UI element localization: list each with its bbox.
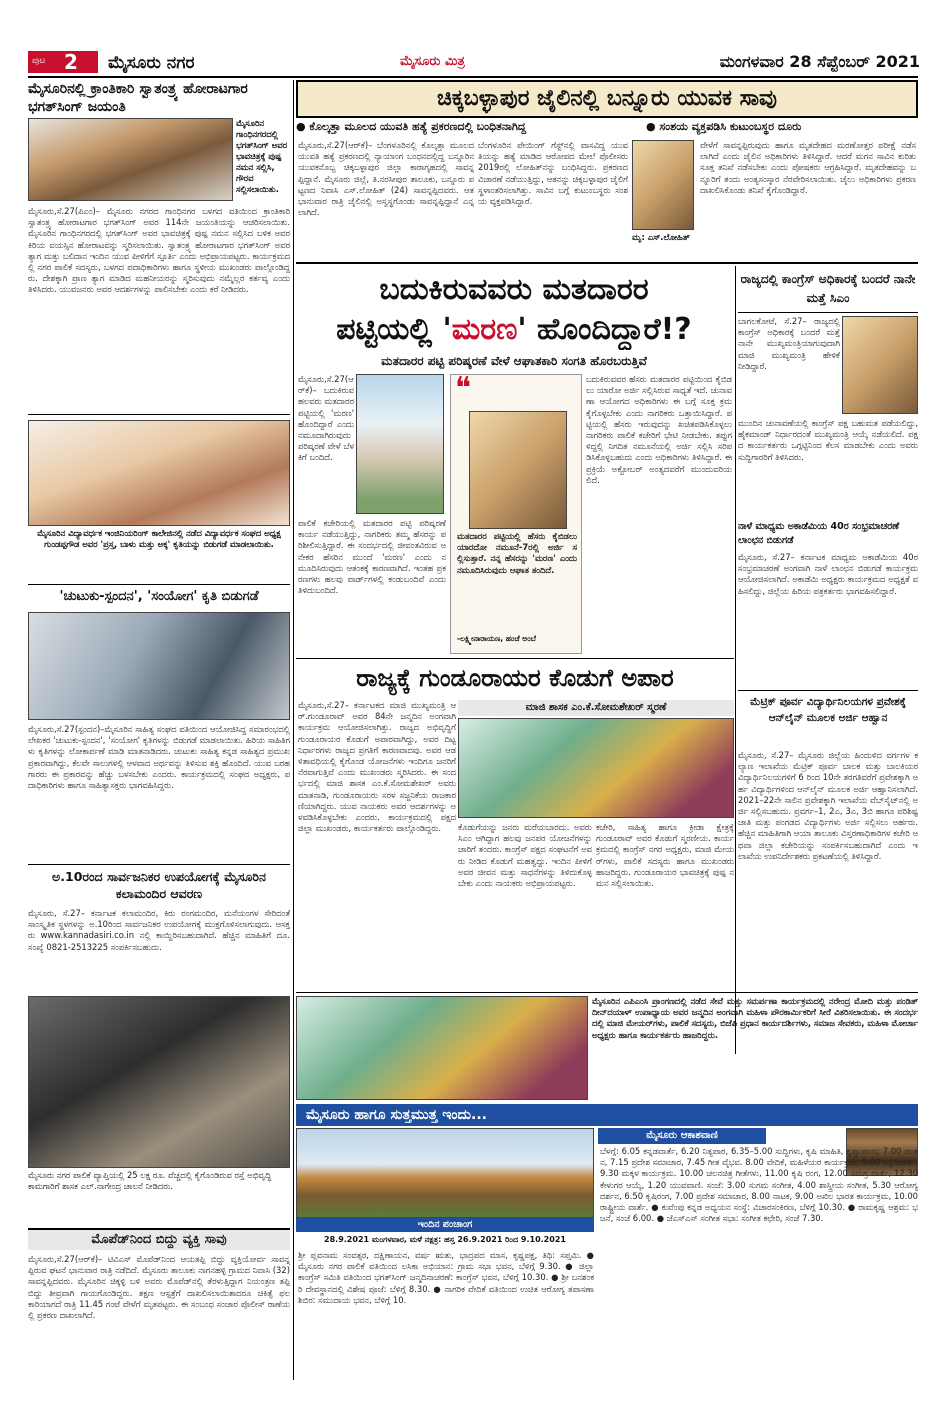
kalamandira-body: ಮೈಸೂರು, ಸೆ.27– ಕರ್ನಾಟಕ ಕಲಾಮಂದಿರ, ಕಿರು ರಂಗಮಂದಿರ, ಮನೆಯಂಗಳ ಸೇರಿದಂತೆ ಸಾಂಸ್ಕೃತಿಕ ಸ್ಥಳಗಳನ್ನು ಅ.10ರಿಂದ ಸಾರ್ವಜನಿಕರ ಉಪಯೋಗಕ್ಕೆ ಮುಕ್ತಗೊಳಿಸಲಾಗುವುದು. ಆಸಕ್ತರು www.kannadasiri.co.in ನಲ್ಲಿ ಕಾಯ್ದಿರಿಸಬಹುದಾಗಿದೆ. ಹೆಚ್ಚಿನ ಮಾಹಿತಿಗೆ ದೂ. ಸಂಖ್ಯೆ 0821-2513225 ಸಂಪರ್ಕಿಸಬಹುದು. xyxy=(28,908,290,952)
gunduraya-photo-label: ಮಾಜಿ ಶಾಸಕ ಎಂ.ಕೆ.ಸೋಮಶೇಖರ್ ಸ್ಮರಣೆ xyxy=(525,702,667,713)
lead-photo xyxy=(632,140,694,230)
panchanga-label-bar xyxy=(296,1218,594,1232)
voters-body-col1: ಮೈಸೂರು,ಸೆ.27(ಆರ್‌ಕೆ)– ಬದುಕಿರುವ ಹಲವರು ಮತದಾರರ ಪಟ್ಟಿಯಲ್ಲಿ 'ಮರಣ' ಹೊಂದಿದ್ದಾರೆ ಎಂದು ನಮೂದಾಗಿರುವುದು ಪರಿಷ್ಕರಣೆ ವೇಳೆ ಬೆಳಕಿಗೆ ಬಂದಿದೆ. xyxy=(298,374,354,463)
page-number-badge xyxy=(28,51,98,73)
panchanga-body: ಶ್ರೀ ಪ್ಲವನಾಮ ಸಂವತ್ಸರ, ದಕ್ಷಿಣಾಯನ, ವರ್ಷ ಋತು, ಭಾದ್ರಪದ ಮಾಸ, ಕೃಷ್ಣಪಕ್ಷ, ತಿಥಿ: ಸಪ್ತಮಿ. ● ಮೈಸೂರು ನಗರ ಪಾಲಿಕೆ ವತಿಯಿಂದ ಲಸಿಕಾ ಅಭಿಯಾನ: ಗ್ರಾಮ ಸಭಾ ಭವನ, ಬೆಳಿಗ್ಗೆ 9.30. ● ಜಿಲ್ಲಾ ಕಾಂಗ್ರೆಸ್ ಸಮಿತಿ ವತಿಯಿಂದ ಭಗತ್‌ಸಿಂಗ್ ಜನ್ಮದಿನಾಚರಣೆ: ಕಾಂಗ್ರೆಸ್ ಭವನ, ಬೆಳಿಗ್ಗೆ 10.30. ● ಶ್ರೀ ಬನಶಂಕರಿ ದೇವಸ್ಥಾನದಲ್ಲಿ ವಿಶೇಷ ಪೂಜೆ: ಬೆಳಿಗ್ಗೆ 8.30. ● ನಾಗರಿಕ ವೇದಿಕೆ ವತಿಯಿಂದ ಉಚಿತ ಆರೋಗ್ಯ ತಪಾಸಣಾ ಶಿಬಿರ: ಸಮುದಾಯ ಭವನ, ಬೆಳಿಗ್ಗೆ 10. xyxy=(298,1250,594,1305)
voters-headline-2a: ಪಟ್ಟಿಯಲ್ಲಿ ' xyxy=(336,312,452,347)
akashavani-title: ಮೈಸೂರು ಆಕಾಶವಾಣಿ xyxy=(646,1130,718,1141)
congress-body-1: ಬಾಗಲಕೋಟೆ, ಸೆ.27– ರಾಜ್ಯದಲ್ಲಿ ಕಾಂಗ್ರೆಸ್ ಅಧಿಕಾರಕ್ಕೆ ಬಂದರೆ ಮತ್ತೆ ನಾನೇ ಮುಖ್ಯಮಂತ್ರಿಯಾಗುವುದಾಗಿ ಮಾಜಿ ಮುಖ್ಯಮಂತ್ರಿ ಹೇಳಿಕೆ ನೀಡಿದ್ದಾರೆ. xyxy=(738,316,840,371)
voters-body-col2: ಪಾಲಿಕೆ ಕಚೇರಿಯಲ್ಲಿ ಮತದಾರರ ಪಟ್ಟಿ ಪರಿಷ್ಕರಣೆ ಕಾರ್ಯ ನಡೆಯುತ್ತಿದ್ದು, ನಾಗರಿಕರು ತಮ್ಮ ಹೆಸರನ್ನು ಪರಿಶೀಲಿಸುತ್ತಿದ್ದಾರೆ. ಈ ಸಂದರ್ಭದಲ್ಲಿ ಜೀವಂತವಿರುವ ಅನೇಕರ ಹೆಸರಿನ ಮುಂದೆ 'ಮರಣ' ಎಂದು ನಮೂದಿಸಿರುವುದು ಆತಂಕಕ್ಕೆ ಕಾರಣವಾಗಿದೆ. ಇಂತಹ ಪ್ರಕರಣಗಳು ಹಲವು ವಾರ್ಡ್‌ಗಳಲ್ಲಿ ಕಂಡುಬಂದಿವೆ ಎಂದು ತಿಳಿದುಬಂದಿದೆ. xyxy=(298,518,446,596)
akashavani-title-bar xyxy=(598,1128,766,1144)
kalamandira-headline: ಅ.10ರಂದ ಸಾರ್ವಜನಿಕರ ಉಪಯೋಗಕ್ಕೆ ಮೈಸೂರಿನ ಕಲಾಮಂದಿರ ಆವರಣ xyxy=(52,869,266,901)
gunduraya-photo xyxy=(458,718,734,818)
chutuku-body: ಮೈಸೂರು,ಸೆ.27(ಸ್ಪಂದನ)–ಮೈಸೂರಿನ ಸಾಹಿತ್ಯ ಸಂಘದ ವತಿಯಿಂದ ಆಯೋಜಿಸಿದ್ದ ಸಮಾರಂಭದಲ್ಲಿ ಲೇಖಕರ 'ಚುಟುಕು-ಸ್ಪಂದನ', 'ಸಂಯೋಗ' ಕೃತಿಗಳನ್ನು ಬಿಡುಗಡೆ ಮಾಡಲಾಯಿತು. ಹಿರಿಯ ಸಾಹಿತಿಗಳು ಕೃತಿಗಳನ್ನು ಲೋಕಾರ್ಪಣೆ ಮಾಡಿ ಮಾತನಾಡಿದರು. ಚುಟುಕು ಸಾಹಿತ್ಯ ಕನ್ನಡ ಸಾಹಿತ್ಯದ ಪ್ರಮುಖ ಪ್ರಕಾರವಾಗಿದ್ದು, ಕೆಲವೇ ಸಾಲುಗಳಲ್ಲಿ ಆಳವಾದ ಅರ್ಥವನ್ನು ತಿಳಿಸುವ ಶಕ್ತಿ ಹೊಂದಿದೆ. ಯುವ ಬರಹಗಾರರು ಈ ಪ್ರಕಾರವನ್ನು ಹೆಚ್ಚು ಬಳಸಬೇಕು ಎಂದರು. ಕಾರ್ಯಕ್ರಮದಲ್ಲಿ ಸಂಘದ ಅಧ್ಯಕ್ಷರು, ಪದಾಧಿಕಾರಿಗಳು ಹಾಗೂ ಸಾಹಿತ್ಯಾಸಕ್ತರು ಭಾಗವಹಿಸಿದ್ದರು. xyxy=(28,724,290,791)
lead-subheads xyxy=(296,120,918,136)
issue-date: ಮಂಗಳವಾರ 28 ಸೆಪ್ಟೆಂಬರ್ 2021 xyxy=(719,52,920,71)
voters-headline-2c: ' ಹೊಂದಿದ್ದಾರೆ!? xyxy=(517,312,692,347)
masthead: ಮೈಸೂರು ಮಿತ್ರ xyxy=(400,54,465,69)
moped-headline: ಮೊಪೆಡ್‌ನಿಂದ ಬಿದ್ದು ವ್ಯಕ್ತಿ ಸಾವು xyxy=(91,1232,227,1247)
bhagat-side-caption: ಮೈಸೂರಿನ ಗಾಂಧಿನಗರದಲ್ಲಿ ಭಗತ್‌ಸಿಂಗ್ ಅವರ ಭಾವಚಿತ್ರಕ್ಕೆ ಪುಷ್ಪ ನಮನ ಸಲ್ಲಿಸಿ, ಗೌರವ ಸಲ್ಲಿಸಲಾಯಿತು. xyxy=(236,118,288,194)
sangeetha-caption: ಮೈಸೂರಿನ ವಿದ್ಯಾವರ್ಧಕ ಇಂಜಿನಿಯರಿಂಗ್ ಕಾಲೇಜಿನಲ್ಲಿ ನಡೆದ ವಿದ್ಯಾವರ್ಧಕ ಸಂಘದ ಅಧ್ಯಕ್ಷ ಗುಂಡಪ್ಪಗೌಡ ಅವರ 'ಪ್ರಸ್ತ, ಬಾಳು ಮತ್ತು ಅಕ್ಕ' ಕೃತಿಯನ್ನು ಬಿಡುಗಡೆ ಮಾಡಲಾಯಿತು. xyxy=(37,528,281,549)
akashavani-body: ಬೆಳಗ್ಗೆ: 6.05 ಕನ್ನಡವಾರ್ತೆ, 6.20 ನಿತ್ಯಪಾಠ, 6.35–5.00 ಸುದ್ದಿಗಳು, ಕೃಷಿ ಮಾಹಿತಿ, ಕೃಷ್ಣಾರ್ಪಣ; 7.00 ಚಿಂತನ, 7.15 ಪ್ರದೇಶ ಸಮಾಚಾರ, 7.45 ಗೀತ ವೈಭವ. 8.00 ವೇದಿಕೆ, ಮಹಿಳೆಯರ ಕಾರ್ಯಕ್ರಮ, 9.00 ಕನ್ನಡವಾರ್ತೆ, 9.30 ಮಕ್ಕಳ ಕಾರ್ಯಕ್ರಮ. 10.00 ಚಲನಚಿತ್ರ ಗೀತೆಗಳು, 11.00 ಕೃಷಿ ರಂಗ, 12.00 ಸಮಗ್ರ ವಾರ್ತೆ, 12.30 ಕೇಳುಗರ ಆಯ್ಕೆ, 1.20 ಯುವವಾಣಿ. ಸಂಜೆ: 3.00 ಸುಗಮ ಸಂಗೀತ, 4.00 ಶಾಸ್ತ್ರೀಯ ಸಂಗೀತ, 5.30 ಆರೋಗ್ಯ ದರ್ಶನ, 6.50 ಕೃಷಿರಂಗ, 7.00 ಪ್ರದೇಶ ಸಮಾಚಾರ, 8.00 ನಾಟಕ, 9.00 ಅಖಿಲ ಭಾರತ ಕಾರ್ಯಕ್ರಮ, 10.00 ರಾಷ್ಟ್ರೀಯ ವಾರ್ತೆ. ● ಕುವೆಂಪು ಕನ್ನಡ ಅಧ್ಯಯನ ಸಂಸ್ಥೆ: ವಿಚಾರಸಂಕಿರಣ, ಬೆಳಿಗ್ಗೆ 10.30. ● ರಾಮಕೃಷ್ಣ ಆಶ್ರಮ: ಭಜನೆ, ಸಂಜೆ 6.00. ● ಜೆಎಸ್‌ಎಸ್ ಸಂಗೀತ ಸಭಾ: ಸಂಗೀತ ಕಛೇರಿ, ಸಂಜೆ 7.30. xyxy=(600,1146,918,1224)
left-divider-2 xyxy=(28,584,290,585)
voters-quote-photo xyxy=(469,411,567,529)
gunduraya-body-col1: ಮೈಸೂರು,ಸೆ.27– ಕರ್ನಾಟಕದ ಮಾಜಿ ಮುಖ್ಯಮಂತ್ರಿ ಆರ್.ಗುಂಡೂರಾವ್ ಅವರ 84ನೇ ಜನ್ಮದಿನ ಅಂಗವಾಗಿ ಕಾರ್ಯಕ್ರಮ ಆಯೋಜಿಸಲಾಗಿತ್ತು. ರಾಜ್ಯದ ಅಭಿವೃದ್ಧಿಗೆ ಗುಂಡೂರಾಯರ ಕೊಡುಗೆ ಅಪಾರವಾಗಿದ್ದು, ಅವರ ದಿಟ್ಟ ನಿರ್ಧಾರಗಳು ರಾಜ್ಯದ ಪ್ರಗತಿಗೆ ಕಾರಣವಾದವು. ಅವರ ಆಡಳಿತಾವಧಿಯಲ್ಲಿ ಕೈಗೊಂಡ ಯೋಜನೆಗಳು ಇಂದಿಗೂ ಜನರಿಗೆ ನೆರವಾಗುತ್ತಿವೆ ಎಂದು ಮುಖಂಡರು ಸ್ಮರಿಸಿದರು. ಈ ಸಂದರ್ಭದಲ್ಲಿ ಮಾಜಿ ಶಾಸಕ ಎಂ.ಕೆ.ಸೋಮಶೇಖರ್ ಅವರು ಮಾತನಾಡಿ, ಗುಂಡೂರಾಯರು ಸರಳ ಸಜ್ಜನಿಕೆಯ ರಾಜಕಾರಣಿಯಾಗಿದ್ದರು. ಯುವ ನಾಯಕರು ಅವರ ಆದರ್ಶಗಳನ್ನು ಅಳವಡಿಸಿಕೊಳ್ಳಬೇಕು ಎಂದರು. ಕಾರ್ಯಕ್ರಮದಲ್ಲಿ ಪಕ್ಷದ ಜಿಲ್ಲಾ ಮುಖಂಡರು, ಕಾರ್ಯಕರ್ತರು ಪಾಲ್ಗೊಂಡಿದ್ದರು. xyxy=(298,700,456,834)
photo-block-rule xyxy=(296,992,918,993)
header-rule xyxy=(28,76,918,78)
mysuru-today-banner-text: ಮೈಸೂರು ಹಾಗೂ ಸುತ್ತಮುತ್ತ ಇಂದು... xyxy=(306,1107,487,1123)
voters-quote: ಮತದಾರರ ಪಟ್ಟಿಯಲ್ಲಿ ಹೆಸರು ಕೈಬಿಡಲು ಯಾರದೋ ನಮೂನೆ-7ರಲ್ಲಿ ಅರ್ಜಿ ಸಲ್ಲಿಸುತ್ತಾರೆ. ನನ್ನ ಹೆಸರನ್ನು 'ಮರಣ' ಎಂದು ನಮೂದಿಸಿರುವುದು ಆಘಾತ ತಂದಿದೆ. xyxy=(457,531,577,575)
column-rule-right xyxy=(735,266,736,1054)
gunduraya-body-col2: ಕೊಡುಗೆಯನ್ನು ಜನರು ಮರೆಯಬಾರದು. ಅವರು ಸಿಎಂ ಆಗಿದ್ದಾಗ ಹಲವು ಜನಪರ ಯೋಜನೆಗಳನ್ನು ಜಾರಿಗೆ ತಂದರು. ಕಾಂಗ್ರೆಸ್ ಪಕ್ಷದ ಸಂಘಟನೆಗೆ ಅವರು ನೀಡಿದ ಕೊಡುಗೆ ಮಹತ್ವದ್ದು. ಇಂದಿನ ಪೀಳಿಗೆ ಅವರ ಜೀವನ ಮತ್ತು ಸಾಧನೆಗಳನ್ನು ತಿಳಿದುಕೊಳ್ಳಬೇಕು ಎಂದು ನಾಯಕರು ಅಭಿಪ್ರಾಯಪಟ್ಟರು. xyxy=(458,822,592,889)
lead-body-col1: ಮೈಸೂರು,ಸೆ.27(ಆರ್‌ಕೆ)– ಬೆಂಗಳೂರಿನಲ್ಲಿ ಕೊಲ್ಕತ್ತಾ ಮೂಲದ ಯುವತಿ ಹತ್ಯೆ ಪ್ರಕರಣದಲ್ಲಿ ನ್ಯಾಯಾಂಗ ಬಂಧನದಲ್ಲಿದ್ದ ಬನ್ನೂರಿನ ಯುವಕನೊಬ್ಬ ಚಿಕ್ಕಬಳ್ಳಾಪುರ ಜಿಲ್ಲಾ ಕಾರಾಗೃಹದಲ್ಲಿ ಸಾವನ್ನಪ್ಪಿದ್ದಾನೆ. ಮೈಸೂರು ಜಿಲ್ಲೆ, ತಿ.ನರಸೀಪುರ ತಾಲೂಕು, ಬನ್ನೂರು ಪಟ್ಟಣದ ನಿವಾಸಿ ಎಸ್.ಲೋಹಿತ್ (24) ಸಾವನ್ನಪ್ಪಿದವರು. ಆತ ಭಾನುವಾರ ರಾತ್ರಿ ಜೈಲಿನಲ್ಲಿ ಅಸ್ವಸ್ಥಗೊಂಡು ಸಾವನ್ನಪ್ಪಿದ್ದಾನೆ ಎನ್ನಲಾಗಿದೆ. xyxy=(298,140,474,218)
voters-headline-2 xyxy=(296,310,732,350)
gunduraya-top-rule xyxy=(296,658,734,659)
lead-bottom-rule xyxy=(296,262,918,264)
sangeetha-photo xyxy=(28,420,290,526)
road-photo xyxy=(28,996,290,1168)
congress-rule xyxy=(738,312,918,313)
page-number: 2 xyxy=(64,50,78,74)
voters-building-photo xyxy=(356,374,444,514)
left-divider-1 xyxy=(28,414,290,415)
event-photo xyxy=(296,996,588,1100)
gunduraya-body-col3: ಕಚೇರಿ, ಸಾಹಿತ್ಯ ಹಾಗೂ ಕ್ರೀಡಾ ಕ್ಷೇತ್ರಕ್ಕೆ ಗುಂಡೂರಾವ್ ಅವರ ಕೊಡುಗೆ ಸ್ಮರಣೀಯ. ಕಾರ್ಯಕ್ರಮದಲ್ಲಿ ಕಾಂಗ್ರೆಸ್ ನಗರ ಅಧ್ಯಕ್ಷರು, ಮಾಜಿ ಮೇಯರ್‌ಗಳು, ಪಾಲಿಕೆ ಸದಸ್ಯರು ಹಾಗೂ ಮುಖಂಡರು ಹಾಜರಿದ್ದರು. ಗುಂಡೂರಾಯರ ಭಾವಚಿತ್ರಕ್ಕೆ ಪುಷ್ಪ ನಮನ ಸಲ್ಲಿಸಲಾಯಿತು. xyxy=(596,822,734,889)
lead-sub-2: ● ಸಂಶಯ ವ್ಯಕ್ತಪಡಿಸಿ ಕುಟುಂಬಸ್ಥರ ದೂರು xyxy=(646,120,802,133)
panchanga-line: 28.9.2021 ಮಂಗಳವಾರ, ಮಳೆ ನಕ್ಷತ್ರ: ಹಸ್ತ 26.9.2021 ರಿಂದ 9.10.2021 xyxy=(324,1235,566,1244)
lead-body-col2: ಬೆಂಗಳೂರಿನ ಪೇಯಿಂಗ್ ಗೆಸ್ಟ್‌ನಲ್ಲಿ ವಾಸವಿದ್ದ ಯುವತಿಯನ್ನು ಹತ್ಯೆ ಮಾಡಿದ ಆರೋಪದ ಮೇಲೆ ಪೊಲೀಸರು 2019ರಲ್ಲಿ ಲೋಹಿತ್‌ನನ್ನು ಬಂಧಿಸಿದ್ದರು. ಪ್ರಕರಣದ ವಿಚಾರಣೆ ನಡೆಯುತ್ತಿದ್ದು, ಆತನನ್ನು ಚಿಕ್ಕಬಳ್ಳಾಪುರ ಜೈಲಿಗೆ ಸ್ಥಳಾಂತರಿಸಲಾಗಿತ್ತು. ಸಾವಿನ ಬಗ್ಗೆ ಕುಟುಂಬಸ್ಥರು ಸಂಶಯ ವ್ಯಕ್ತಪಡಿಸಿದ್ದಾರೆ. xyxy=(478,140,628,207)
moped-body: ಮೈಸೂರು,ಸೆ.27(ಆರ್‌ಕೆ)– ಟಿವಿಎಸ್ ಮೊಪೆಡ್‌ನಿಂದ ಆಯತಪ್ಪಿ ಬಿದ್ದು ವ್ಯಕ್ತಿಯೋರ್ವ ಸಾವನ್ನಪ್ಪಿರುವ ಘಟನೆ ಭಾನುವಾರ ರಾತ್ರಿ ನಡೆದಿದೆ. ಮೈಸೂರು ತಾಲೂಕು ನಾಗನಹಳ್ಳಿ ಗ್ರಾಮದ ನಿವಾಸಿ (32) ಸಾವನ್ನಪ್ಪಿದವರು. ಮೈಸೂರಿನ ಚಿಕ್ಕಳ್ಳಿ ಬಳಿ ಅವರು ಮೊಪೆಡ್‌ನಲ್ಲಿ ತೆರಳುತ್ತಿದ್ದಾಗ ನಿಯಂತ್ರಣ ತಪ್ಪಿ ಬಿದ್ದು ತೀವ್ರವಾಗಿ ಗಾಯಗೊಂಡಿದ್ದರು. ತಕ್ಷಣ ಆಸ್ಪತ್ರೆಗೆ ದಾಖಲಿಸಲಾಯಿತಾದರೂ ಚಿಕಿತ್ಸೆ ಫಲಕಾರಿಯಾಗದೆ ರಾತ್ರಿ 11.45 ಗಂಟೆ ವೇಳೆಗೆ ಮೃತಪಟ್ಟರು. ಈ ಸಂಬಂಧ ಸಂಚಾರ ಪೊಲೀಸ್ ಠಾಣೆಯಲ್ಲಿ ಪ್ರಕರಣ ದಾಖಲಾಗಿದೆ. xyxy=(28,1254,290,1321)
left-divider-3 xyxy=(28,864,290,865)
metric-rule xyxy=(738,690,918,691)
voters-body-col3: ಬದುಕಿರುವವರ ಹೆಸರು ಮತದಾರರ ಪಟ್ಟಿಯಿಂದ ಕೈಬಿಡಲು ಯಾರೋ ಅರ್ಜಿ ಸಲ್ಲಿಸಿರುವ ಸಾಧ್ಯತೆ ಇದೆ. ಚುನಾವಣಾ ಆಯೋಗದ ಅಧಿಕಾರಿಗಳು ಈ ಬಗ್ಗೆ ಸೂಕ್ತ ಕ್ರಮ ಕೈಗೊಳ್ಳಬೇಕು ಎಂದು ನಾಗರಿಕರು ಒತ್ತಾಯಿಸಿದ್ದಾರೆ. ಪಟ್ಟಿಯಲ್ಲಿ ಹೆಸರು ಇರುವುದನ್ನು ಖಚಿತಪಡಿಸಿಕೊಳ್ಳಲು ನಾಗರಿಕರು ಪಾಲಿಕೆ ಕಚೇರಿಗೆ ಭೇಟಿ ನೀಡಬೇಕು. ತಪ್ಪುಗಳಿದ್ದಲ್ಲಿ ನಿಗದಿತ ನಮೂನೆಯಲ್ಲಿ ಅರ್ಜಿ ಸಲ್ಲಿಸಿ ಸರಿಪಡಿಸಿಕೊಳ್ಳಬಹುದು ಎಂದು ಅಧಿಕಾರಿಗಳು ತಿಳಿಸಿದ್ದಾರೆ. ಈ ಪ್ರಕ್ರಿಯೆ ಅಕ್ಟೋಬರ್ ಅಂತ್ಯದವರೆಗೆ ಮುಂದುವರಿಯಲಿದೆ. xyxy=(586,374,732,485)
congress-body-3: ಮೈಸೂರು, ಸೆ.27– ಕರ್ನಾಟಕ ಮಾಧ್ಯಮ ಅಕಾಡೆಮಿಯ 40ರ ಸಂಭ್ರಮಾಚರಣೆ ಅಂಗವಾಗಿ ನಾಳೆ ಲಾಂಛನ ಬಿಡುಗಡೆ ಕಾರ್ಯಕ್ರಮ ಆಯೋಜಿಸಲಾಗಿದೆ. ಅಕಾಡೆಮಿ ಅಧ್ಯಕ್ಷರು ಕಾರ್ಯಕ್ರಮದ ಅಧ್ಯಕ್ಷತೆ ವಹಿಸಲಿದ್ದು, ಜಿಲ್ಲೆಯ ಹಿರಿಯ ಪತ್ರಕರ್ತರು ಭಾಗವಹಿಸಲಿದ್ದಾರೆ. xyxy=(738,552,918,596)
event-caption: ಮೈಸೂರಿನ ಎಪಿಎಂಸಿ ಪ್ರಾಂಗಣದಲ್ಲಿ ನಡೆದ ಸೇವೆ ಮತ್ತು ಸಮರ್ಪಣಾ ಕಾರ್ಯಕ್ರಮದಲ್ಲಿ ನರೇಂದ್ರ ಮೋದಿ ಮತ್ತು ಪಂಡಿತ್ ದೀನ್‌ದಯಾಳ್ ಉಪಾಧ್ಯಾಯ ಅವರ ಜನ್ಮದಿನ ಅಂಗವಾಗಿ ಮಹಿಳಾ ಪೌರಕಾರ್ಮಿಕರಿಗೆ ಸೀರೆ ವಿತರಿಸಲಾಯಿತು. ಈ ಸಂದರ್ಭದಲ್ಲಿ ಮಾಜಿ ಮೇಯರ್‌ಗಳು, ಪಾಲಿಕೆ ಸದಸ್ಯರು, ಬಿಜೆಪಿ ಪ್ರಧಾನ ಕಾರ್ಯದರ್ಶಿಗಳು, ಸಮಾಜ ಸೇವಕರು, ಮಹಿಳಾ ಮೋರ್ಚಾ ಅಧ್ಯಕ್ಷರು ಹಾಗೂ ಕಾರ್ಯಕರ್ತರು ಹಾಜರಿದ್ದರು. xyxy=(592,996,918,1040)
congress-photo xyxy=(842,316,918,414)
bhagat-body: ಮೈಸೂರು,ಸೆ.27(ಪಿಎಂ)– ಮೈಸೂರು ನಗರದ ಗಾಂಧಿನಗರ ಬಳಗದ ವತಿಯಿಂದ ಕ್ರಾಂತಿಕಾರಿ ಸ್ವಾತಂತ್ರ್ಯ ಹೋರಾಟಗಾರ ಭಗತ್‌ಸಿಂಗ್ ಅವರ 114ನೇ ಜಯಂತಿಯನ್ನು ಆಚರಿಸಲಾಯಿತು. ಮೈಸೂರಿನ ಗಾಂಧಿನಗರದಲ್ಲಿ ಭಗತ್‌ಸಿಂಗ್ ಅವರ ಭಾವಚಿತ್ರಕ್ಕೆ ಪುಷ್ಪ ನಮನ ಸಲ್ಲಿಸಿದ ಬಳಿಕ ಅವರ ಕಿರಿಯ ವಯಸ್ಸಿನ ಹೋರಾಟವನ್ನು ಸ್ಮರಿಸಲಾಯಿತು. ಸ್ವಾತಂತ್ರ್ಯ ಹೋರಾಟಗಾರ ಭಗತ್‌ಸಿಂಗ್ ಅವರ ತ್ಯಾಗ ಮತ್ತು ಬಲಿದಾನ ಇಂದಿನ ಯುವ ಪೀಳಿಗೆಗೆ ಸ್ಫೂರ್ತಿ ಎಂದು ಅಭಿಪ್ರಾಯಪಟ್ಟರು. ಕಾರ್ಯಕ್ರಮದಲ್ಲಿ ನಗರ ಪಾಲಿಕೆ ಸದಸ್ಯರು, ಬಳಗದ ಪದಾಧಿಕಾರಿಗಳು ಹಾಗೂ ಸ್ಥಳೀಯ ಮುಖಂಡರು ಪಾಲ್ಗೊಂಡಿದ್ದರು. ದೇಶಕ್ಕಾಗಿ ಪ್ರಾಣ ತ್ಯಾಗ ಮಾಡಿದ ಮಹನೀಯರನ್ನು ಸ್ಮರಿಸುವುದು ನಮ್ಮೆಲ್ಲರ ಕರ್ತವ್ಯ ಎಂದು ತಿಳಿಸಿದರು. ಯುವಜನರು ಅವರ ಆದರ್ಶಗಳನ್ನು ಪಾಲಿಸಬೇಕು ಎಂದು ಕರೆ ನೀಡಿದರು. xyxy=(28,206,290,295)
voters-headline-2b: ಮರಣ xyxy=(451,312,518,347)
column-rule-left xyxy=(293,80,294,1380)
moped-headline-bar xyxy=(28,1228,290,1250)
gunduraya-headline: ರಾಜ್ಯಕ್ಕೆ ಗುಂಡೂರಾಯರ ಕೊಡುಗೆ ಅಪಾರ xyxy=(356,664,674,692)
section-title: ಮೈಸೂರು ನಗರ xyxy=(108,53,195,73)
voters-subhead: ಮತದಾರರ ಪಟ್ಟಿ ಪರಿಷ್ಕರಣೆ ವೇಳೆ ಆಘಾತಕಾರಿ ಸಂಗತಿ ಹೊರಬರುತ್ತಿವೆ xyxy=(381,354,647,368)
chutuku-photo xyxy=(28,612,290,720)
bhagat-headline: ಮೈಸೂರಿನಲ್ಲಿ ಕ್ರಾಂತಿಕಾರಿ ಸ್ವಾತಂತ್ರ್ಯ ಹೋರಾಟಗಾರ ಭಗತ್‌ಸಿಂಗ್ ಜಯಂತಿ xyxy=(28,81,248,115)
page-label: ಪುಟ xyxy=(32,56,46,66)
bhagat-photo xyxy=(28,118,233,201)
lead-body-col3: ವೇಳೆಗೆ ಸಾವನ್ನಪ್ಪಿರುವುದು ಹಾಗೂ ಮೃತದೇಹದ ಮರಣೋತ್ತರ ಪರೀಕ್ಷೆ ನಡೆಸಲಾಗಿದೆ ಎಂದು ಜೈಲಿನ ಅಧಿಕಾರಿಗಳು ತಿಳಿಸಿದ್ದಾರೆ. ಆದರೆ ಮಗನ ಸಾವಿನ ಕುರಿತು ಸೂಕ್ತ ತನಿಖೆ ನಡೆಸಬೇಕು ಎಂದು ಪೋಷಕರು ಆಗ್ರಹಿಸಿದ್ದಾರೆ. ಮೃತದೇಹವನ್ನು ಬನ್ನೂರಿಗೆ ತಂದು ಅಂತ್ಯಸಂಸ್ಕಾರ ನೆರವೇರಿಸಲಾಯಿತು. ಜೈಲು ಅಧಿಕಾರಿಗಳು ಪ್ರಕರಣ ದಾಖಲಿಸಿಕೊಂಡು ತನಿಖೆ ಕೈಗೊಂಡಿದ್ದಾರೆ. xyxy=(700,140,916,195)
panchanga-label: ಇಂದಿನ ಪಂಚಾಂಗ xyxy=(417,1219,473,1230)
palace-photo xyxy=(296,1128,594,1218)
voters-quote-author: -ಲಕ್ಷ್ಮೀನಾರಾಯಣ, ಹಂಚೆ ಅಂಬೆ xyxy=(457,634,536,643)
metric-body: ಮೈಸೂರು, ಸೆ.27– ಮೈಸೂರು ಜಿಲ್ಲೆಯ ಹಿಂದುಳಿದ ವರ್ಗಗಳ ಕಲ್ಯಾಣ ಇಲಾಖೆಯ ಮೆಟ್ರಿಕ್ ಪೂರ್ವ ಬಾಲಕ ಮತ್ತು ಬಾಲಕಿಯರ ವಿದ್ಯಾರ್ಥಿನಿಲಯಗಳಿಗೆ 6 ರಿಂದ 10ನೇ ತರಗತಿವರೆಗೆ ಪ್ರವೇಶಕ್ಕಾಗಿ ಅರ್ಹ ವಿದ್ಯಾರ್ಥಿಗಳಿಂದ ಆನ್‌ಲೈನ್ ಮೂಲಕ ಅರ್ಜಿ ಆಹ್ವಾನಿಸಲಾಗಿದೆ. 2021–22ನೇ ಸಾಲಿನ ಪ್ರವೇಶಕ್ಕಾಗಿ ಇಲಾಖೆಯ ವೆಬ್‌ಸೈಟ್‌ನಲ್ಲಿ ಅರ್ಜಿ ಸಲ್ಲಿಸಬಹುದು. ಪ್ರವರ್ಗ–1, 2ಎ, 3ಎ, 3ಬಿ ಹಾಗೂ ಪರಿಶಿಷ್ಟ ಜಾತಿ ಮತ್ತು ಪಂಗಡದ ವಿದ್ಯಾರ್ಥಿಗಳು ಅರ್ಜಿ ಸಲ್ಲಿಸಲು ಅರ್ಹರು. ಹೆಚ್ಚಿನ ಮಾಹಿತಿಗಾಗಿ ಆಯಾ ತಾಲೂಕು ವಿಸ್ತರಣಾಧಿಕಾರಿಗಳ ಕಚೇರಿ ಅಥವಾ ಜಿಲ್ಲಾ ಕಚೇರಿಯನ್ನು ಸಂಪರ್ಕಿಸಬಹುದಾಗಿದೆ ಎಂದು ಇಲಾಖೆಯ ಉಪನಿರ್ದೇಶಕರು ಪ್ರಕಟಣೆಯಲ್ಲಿ ತಿಳಿಸಿದ್ದಾರೆ. xyxy=(738,750,918,861)
metric-headline: ಮೆಟ್ರಿಕ್ ಪೂರ್ವ ವಿದ್ಯಾರ್ಥಿನಿಲಯಗಳ ಪ್ರವೇಶಕ್ಕೆ ಆನ್‌ಲೈನ್ ಮೂಲಕ ಅರ್ಜಿ ಆಹ್ವಾನ xyxy=(750,696,906,724)
lead-sub-1: ● ಕೊಲ್ಕತ್ತಾ ಮೂಲದ ಯುವತಿ ಹತ್ಯೆ ಪ್ರಕರಣದಲ್ಲಿ ಬಂಧಿತನಾಗಿದ್ದ xyxy=(296,120,527,133)
mysuru-today-banner xyxy=(296,1104,918,1126)
gunduraya-photo-label-bar xyxy=(458,700,734,716)
chutuku-headline: 'ಚುಟುಕು-ಸ್ಪಂದನ', 'ಸಂಯೋಗ' ಕೃತಿ ಬಿಡುಗಡೆ xyxy=(59,589,259,604)
road-caption: ಮೈಸೂರು ನಗರ ಪಾಲಿಕೆ ವ್ಯಾಪ್ತಿಯಲ್ಲಿ 25 ಲಕ್ಷ ರೂ. ವೆಚ್ಚದಲ್ಲಿ ಕೈಗೊಂಡಿರುವ ರಸ್ತೆ ಅಭಿವೃದ್ಧಿ ಕಾಮಗಾರಿಗೆ ಶಾಸಕ ಎಲ್.ನಾಗೇಂದ್ರ ಚಾಲನೆ ನೀಡಿದರು. xyxy=(28,1170,272,1191)
voters-headline-1: ಬದುಕಿರುವವರು ಮತದಾರರ xyxy=(379,272,649,307)
congress-subhead: ನಾಳೆ ಮಾಧ್ಯಮ ಅಕಾಡೆಮಿಯ 40ರ ಸಂಭ್ರಮಾಚರಣೆ ಲಾಂಛನ ಬಿಡುಗಡೆ xyxy=(738,521,900,546)
lead-headline-band xyxy=(296,80,918,118)
lead-photo-caption: ಮೃ: ಎಸ್‌.ಲೋಹಿತ್ xyxy=(632,232,690,242)
congress-body-2: ಮುಂದಿನ ಚುನಾವಣೆಯಲ್ಲಿ ಕಾಂಗ್ರೆಸ್ ಪಕ್ಷ ಬಹುಮತ ಪಡೆಯಲಿದ್ದು, ಹೈಕಮಾಂಡ್ ನಿರ್ಧಾರದಂತೆ ಮುಖ್ಯಮಂತ್ರಿ ಆಯ್ಕೆ ನಡೆಯಲಿದೆ. ಪಕ್ಷದ ಕಾರ್ಯಕರ್ತರು ಒಗ್ಗಟ್ಟಿನಿಂದ ಕೆಲಸ ಮಾಡಬೇಕು ಎಂದು ಅವರು ಸುದ್ದಿಗಾರರಿಗೆ ತಿಳಿಸಿದರು. xyxy=(738,418,918,462)
quote-mark: ❝ xyxy=(455,371,472,406)
congress-headline: ರಾಜ್ಯದಲ್ಲಿ ಕಾಂಗ್ರೆಸ್ ಅಧಿಕಾರಕ್ಕೆ ಬಂದರೆ ನಾನೇ ಮತ್ತೆ ಸಿಎಂ xyxy=(740,272,916,305)
voters-quote-box xyxy=(450,371,582,654)
lead-headline: ಚಿಕ್ಕಬಳ್ಳಾಪುರ ಜೈಲಿನಲ್ಲಿ ಬನ್ನೂರು ಯುವಕ ಸಾವು xyxy=(437,86,777,111)
